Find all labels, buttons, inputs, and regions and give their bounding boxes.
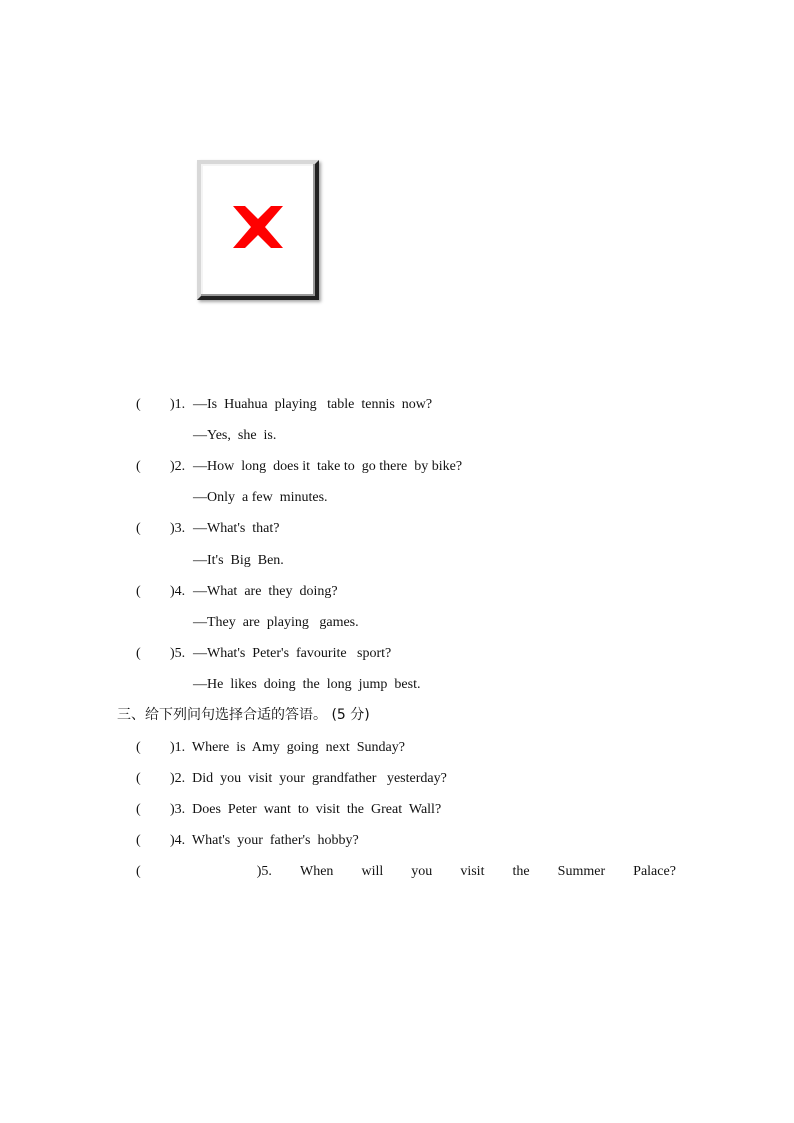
- answer-blank-paren: (: [136, 740, 141, 755]
- answer-text: —He likes doing the long jump best.: [193, 677, 421, 692]
- answer-blank-paren: (: [136, 864, 141, 879]
- answer-blank-paren: (: [136, 833, 141, 848]
- question-word: Palace?: [633, 864, 676, 879]
- question-text: —What are they doing?: [193, 584, 338, 599]
- question-text: —What's that?: [193, 521, 280, 536]
- question-number: )1.: [170, 397, 186, 412]
- answer-blank-paren: (: [136, 397, 141, 412]
- question-text: )3. Does Peter want to visit the Great Wall?: [170, 802, 442, 817]
- section-title: 三、给下列问句选择合适的答语。 (5 分): [117, 707, 370, 723]
- justified-question-row: [136, 863, 676, 881]
- answer-text: —It's Big Ben.: [193, 553, 284, 568]
- answer-blank-paren: (: [136, 584, 141, 599]
- answer-text: —Yes, she is.: [193, 428, 277, 443]
- question-number: )3.: [170, 521, 186, 536]
- broken-image-icon: [229, 202, 287, 252]
- question-word: visit: [460, 864, 485, 879]
- answer-blank-paren: (: [136, 802, 141, 817]
- question-word: Summer: [557, 864, 606, 879]
- answer-blank-paren: (: [136, 459, 141, 474]
- question-word: When: [299, 864, 334, 879]
- question-number: )5.: [256, 864, 272, 879]
- answer-blank-paren: (: [136, 771, 141, 786]
- question-text: )2. Did you visit your grandfather yesterday?: [170, 771, 447, 786]
- question-text: —Is Huahua playing table tennis now?: [193, 397, 433, 412]
- question-word: will: [361, 864, 384, 879]
- answer-text: —They are playing games.: [193, 615, 359, 630]
- question-number: )5.: [170, 646, 186, 661]
- answer-blank-paren: (: [136, 521, 141, 536]
- question-text: —What's Peter's favourite sport?: [193, 646, 392, 661]
- question-word: you: [411, 864, 433, 879]
- question-text: —How long does it take to go there by bike?: [193, 459, 463, 474]
- question-word: the: [512, 864, 530, 879]
- question-number: )4.: [170, 584, 186, 599]
- question-text: )4. What's your father's hobby?: [170, 833, 359, 848]
- answer-blank-paren: (: [136, 646, 141, 661]
- answer-text: —Only a few minutes.: [193, 490, 328, 505]
- broken-image-placeholder: [197, 160, 319, 300]
- question-text: )1. Where is Amy going next Sunday?: [170, 740, 405, 755]
- question-number: )2.: [170, 459, 186, 474]
